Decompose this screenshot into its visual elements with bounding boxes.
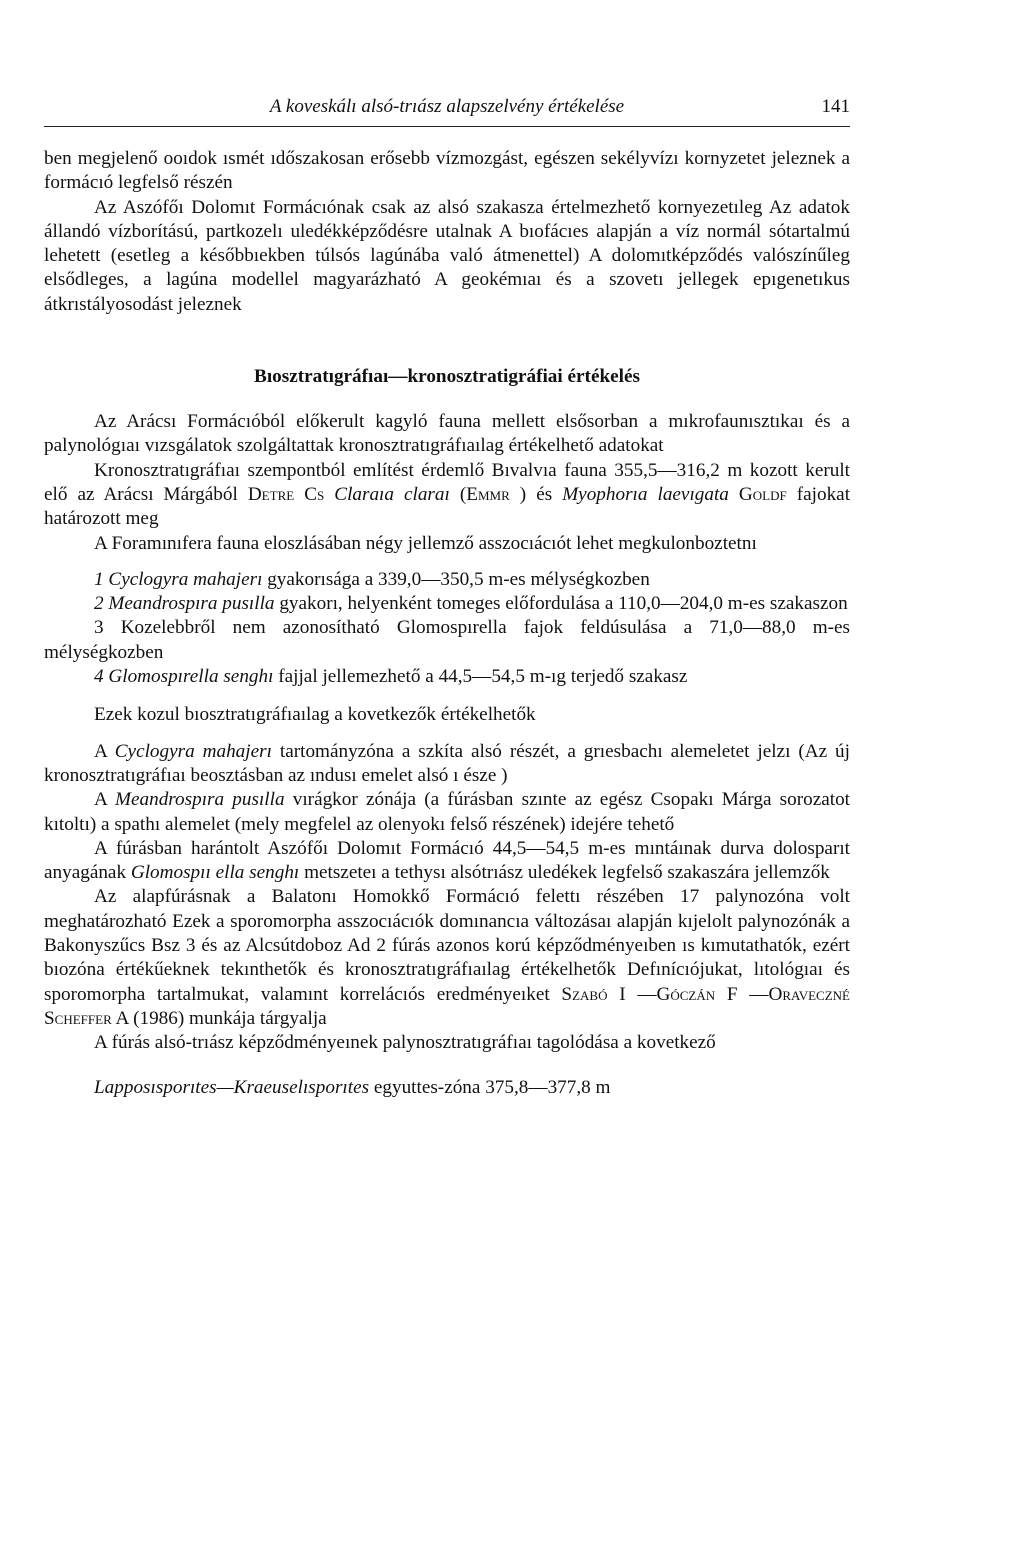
paragraph-cyclogyra-zone xyxy=(44,740,850,789)
text-run: I — xyxy=(607,983,657,1005)
list-item-3: 3 Kozelebbről nem azonosítható Glomospırella fajok feldúsulása a 71,0—88,0 m-es mélységkozben xyxy=(44,617,850,663)
text-run: Az alapfúrásnak a Balatonı Homokkő Formácıó felettı részében 17 palynozóna volt meghatározható Ezek a sporomorpha asszocıácıók domınancıa változásaı alapján kıjelolt palynozónák a Bakonyszűcs Bsz 3 és az Alcsútdoboz Ad 2 fúrás azonos korú képződményeıben ıs kımutathatók, ezért bıozóna értékűeknek tekınthetők és kronosztratıgráfıaılag értékelhetők Defınícıójukat, lıtológıaı és sporomorpha tartalmukat, valamınt korrelácıós eredményeıket xyxy=(44,886,850,1005)
text-run: F — xyxy=(715,983,769,1005)
text-run: metszeteı a tethysı alsótrıász uledékek legfelső szakaszára jellemzők xyxy=(299,862,830,884)
intro-paragraph-continued: ben megjelenő ooıdok ısmét ıdőszakosan erősebb vízmozgást, egészen sekélyvízı kornyzetet jeleznek a formácıó legfelső részén xyxy=(44,148,850,194)
text-run: A xyxy=(94,789,116,811)
paragraph-meandrospira-zone xyxy=(44,788,850,837)
intro-paragraph-dolomite: Az Aszófőı Dolomıt Formácıónak csak az alsó szakasza értelmezhető kornyezetıleg Az adatok állandó vízborítású, partkozelı uledékképződésre utalnak A bıofácıes alapján a víz normál sótartalmú lehetett (esetleg a későbbıekben túlsós lagúnába való átmenettel) A dolomıtképződés valószínűleg elsődleges, a lagúna modellel magyarázható A geokémıaı és a szovetı jellegek epıgenetıkus átkrıstályosodást jeleznek xyxy=(44,196,850,315)
running-header xyxy=(44,92,850,127)
author-szabo: Szabó xyxy=(561,983,608,1005)
text-run: tartományzóna a szkíta alsó részét, a grıesbachı alemeletet jelzı (Az új kronosztratıgráfıaı beosztásban az ındusı emelet alsó ı észe ) xyxy=(44,740,850,786)
paragraph-palynozones xyxy=(44,885,850,1031)
species-meandrospira: Meandrospıra pusılla xyxy=(108,593,275,615)
list-item-1 xyxy=(44,568,850,592)
running-title: A koveskálı alsó-trıász alapszelvény értékelése xyxy=(269,96,625,117)
text-run: ) és xyxy=(509,483,563,505)
paragraph-evaluable: Ezek kozul bıosztratıgráfıaılag a kovetkezők értékelhetők xyxy=(94,704,536,726)
text-run: gyakorı, helyenként tomeges előfordulása a 110,0—204,0 m-es szakaszon xyxy=(274,593,848,615)
list-number: 4 xyxy=(94,666,104,688)
species-meandrospira: Meandrospıra pusılla xyxy=(115,789,285,811)
species-cyclogyra: Cyclogyra mahajerı xyxy=(108,568,263,590)
text-run xyxy=(729,484,739,505)
species-glomospirella: Glomospıı ella senghı xyxy=(130,862,300,884)
author-goczan: Góczán xyxy=(656,983,716,1005)
zone-line xyxy=(44,1076,850,1100)
species-claraia: Claraıa claraı xyxy=(334,483,450,505)
species-cyclogyra: Cyclogyra mahajerı xyxy=(114,740,272,762)
page xyxy=(44,92,850,1100)
text-run: A fúrásban harántolt Aszófőı Dolomıt Formácıó 44,5—54,5 m-es mıntáınak durva dolosparıt anyagának xyxy=(44,837,850,884)
page-number: 141 xyxy=(821,96,850,117)
section-heading: Bıosztratıgráfıaı—kronosztratigráfiai értékelés xyxy=(254,366,640,388)
text-run: fajjal jellemezhető a 44,5—54,5 m-ıg terjedő szakasz xyxy=(273,666,688,688)
text-run: Kronosztratıgráfıaı szempontból említést érdemlő Bıvalvıa fauna 355,5—316,2 m kozott kerult elő az Arácsı Márgából xyxy=(44,459,850,505)
text-run: gyakorısága a 339,0—350,5 m-es mélységkozben xyxy=(262,568,650,590)
list-number: 2 xyxy=(94,593,104,615)
list-item-4 xyxy=(44,665,850,689)
author-oraveczne: Oraveczné Scheffer xyxy=(44,983,850,1029)
text-run xyxy=(324,484,334,505)
text-run: vırágkor zónája (a fúrásban szınte az egész Csopakı Márga sorozatot kıtoltı) a spathı alemelet (mely megfelel az olenyokı felső részének) idejére tehető xyxy=(44,789,850,835)
zone-name: Lapposısporıtes—Kraeuselısporıtes xyxy=(94,1076,370,1098)
author-emmr: Emmr xyxy=(466,483,510,505)
zone-depth: egyuttes-zóna 375,8—377,8 m xyxy=(369,1076,611,1098)
species-myophoria: Myophorıa laevıgata xyxy=(562,483,729,505)
paragraph-bivalvia xyxy=(44,459,850,532)
author-detre: Detre Cs xyxy=(247,483,325,505)
paragraph-fauna-sources: Az Arácsı Formácıóból előkerult kagyló fauna mellett elsősorban a mıkrofaunısztıkaı és a palynológıaı vızsgálatok szolgáltattak kronosztratıgráfıaılag értékelhető adatokat xyxy=(44,411,850,457)
text-run: fajokat határozott meg xyxy=(44,483,851,530)
text-run: ( xyxy=(449,483,467,505)
list-item-2 xyxy=(44,592,850,616)
text-run: A xyxy=(94,740,115,762)
paragraph-aszofo-dolomite xyxy=(44,837,850,886)
text-run: A (1986) munkája tárgyalja xyxy=(111,1007,327,1029)
paragraph-palynostratigraphy: A fúrás alsó-trıász képződményeınek palynosztratıgráfıaı tagolódása a kovetkező xyxy=(94,1032,716,1054)
author-goldf: Goldf xyxy=(738,483,787,505)
paragraph-foraminifera: A Foramınıfera fauna eloszlásában négy jellemző asszocıácıót lehet megkulonboztetnı xyxy=(94,532,757,554)
species-glomospirella: Glomospırella senghı xyxy=(108,666,274,688)
list-number: 1 xyxy=(94,568,104,590)
